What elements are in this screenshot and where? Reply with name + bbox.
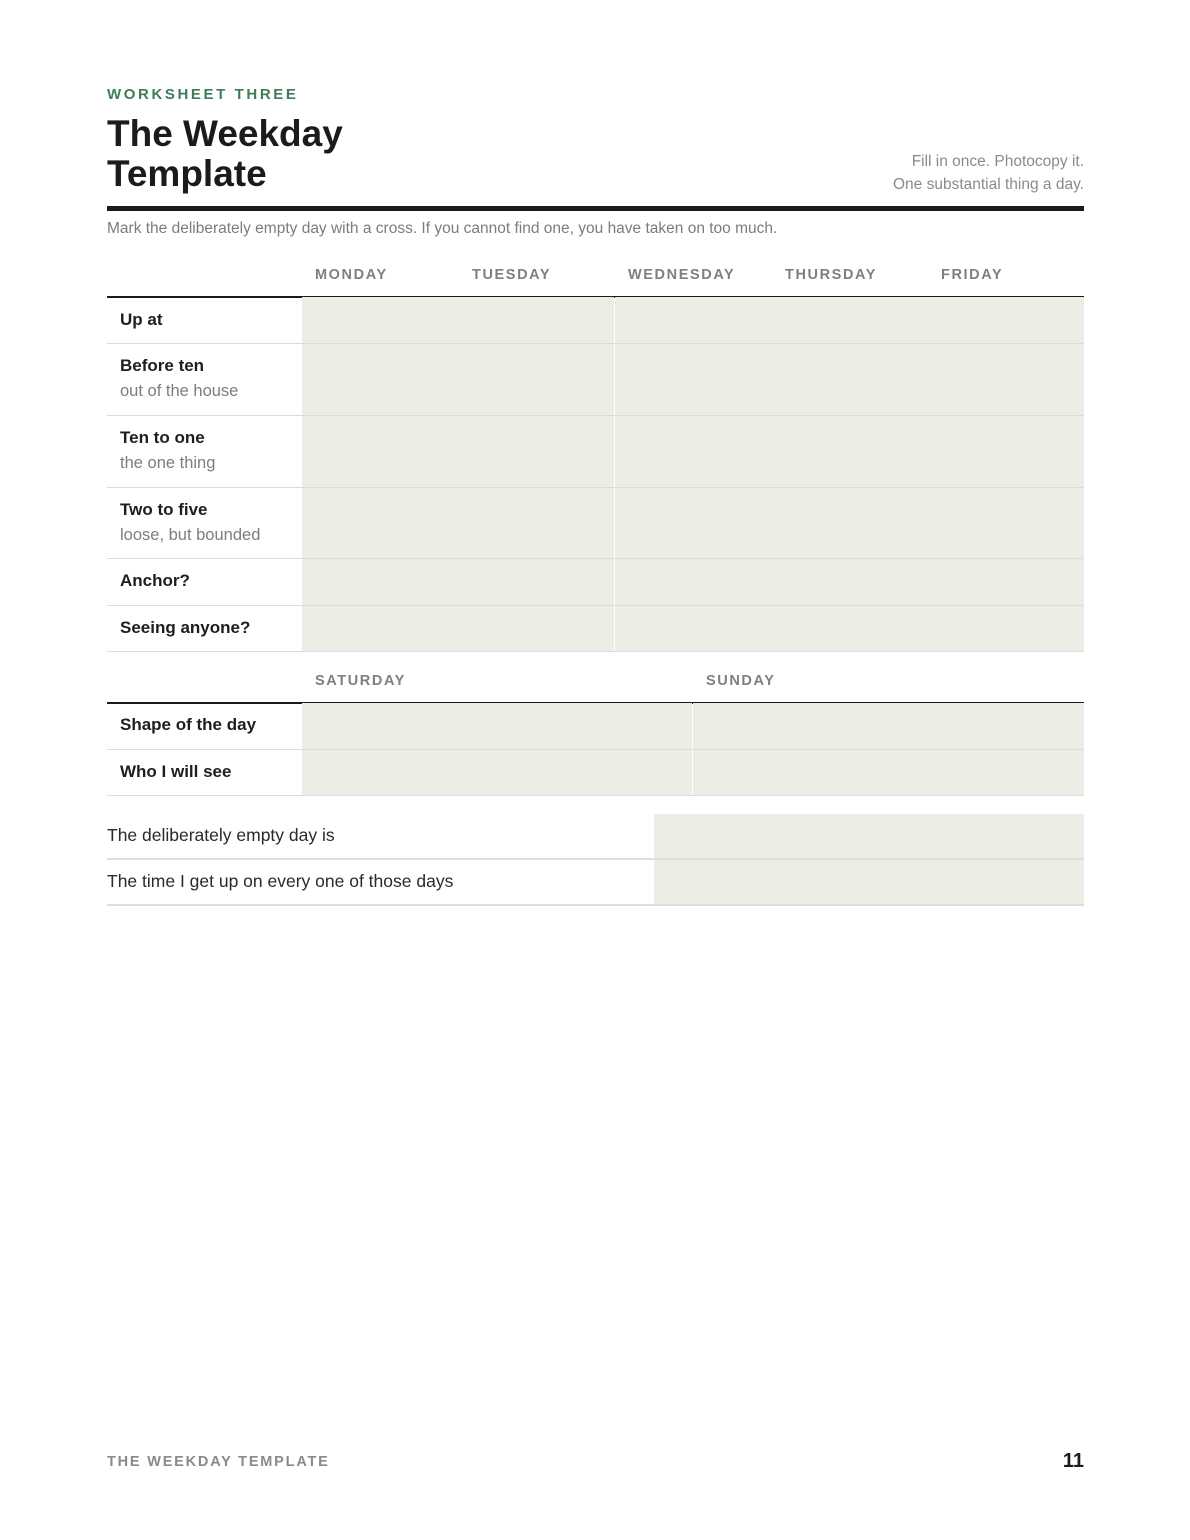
entry-cell[interactable]: [302, 559, 614, 605]
header-rule: [107, 206, 1084, 211]
worksheet-eyebrow: WORKSHEET THREE: [107, 86, 299, 103]
day-header-sunday: SUNDAY: [706, 673, 776, 689]
entry-cell[interactable]: [302, 703, 692, 749]
entry-cell[interactable]: [615, 559, 1084, 605]
page-number: 11: [1062, 1450, 1084, 1472]
fill-in-label: The time I get up on every one of those days: [107, 871, 454, 891]
day-header-saturday: SATURDAY: [315, 673, 406, 689]
row-label-sub: the one thing: [120, 454, 216, 472]
row-label: [120, 427, 215, 474]
day-header-tuesday: TUESDAY: [472, 267, 552, 283]
intro-instruction: Mark the deliberately empty day with a cross. If you cannot find one, you have taken on too much.: [107, 220, 778, 237]
day-header-thursday: THURSDAY: [785, 267, 878, 283]
tagline-line-1: Fill in once. Photocopy it.: [911, 153, 1084, 170]
entry-cell[interactable]: [302, 297, 614, 343]
table-row: [107, 703, 1084, 750]
weekend-header: [107, 660, 1084, 704]
entry-cell[interactable]: [615, 606, 1084, 651]
entry-cell[interactable]: [302, 488, 614, 558]
table-row: [107, 750, 1084, 796]
row-label-main: Who I will see: [120, 762, 232, 781]
table-row: [107, 606, 1084, 652]
row-label-main: Up at: [120, 310, 163, 329]
entry-cell[interactable]: [615, 416, 1084, 487]
row-label: [120, 570, 190, 592]
row-label: [120, 355, 238, 402]
row-label-main: Anchor?: [120, 571, 190, 590]
tagline-line-2: One substantial thing a day.: [892, 176, 1084, 193]
entry-cell[interactable]: [615, 297, 1084, 343]
title-line-1: The Weekday: [107, 113, 343, 154]
row-label: [120, 617, 250, 639]
row-label-main: Ten to one: [120, 428, 205, 447]
page-title: [107, 114, 507, 194]
tagline: [893, 150, 1084, 196]
entry-cell[interactable]: [302, 606, 614, 651]
fill-in-row: [107, 860, 1084, 906]
entry-cell[interactable]: [693, 703, 1084, 749]
day-header-wednesday: WEDNESDAY: [628, 267, 736, 283]
entry-cell[interactable]: [302, 416, 614, 487]
fill-in-field[interactable]: [654, 860, 1084, 904]
table-row: [107, 344, 1084, 416]
title-line-2: Template: [107, 153, 267, 194]
row-label-main: Seeing anyone?: [120, 618, 251, 637]
table-row: [107, 416, 1084, 488]
day-header-monday: MONDAY: [315, 267, 388, 283]
row-label-main: Two to five: [120, 500, 208, 519]
entry-cell[interactable]: [693, 750, 1084, 795]
row-label-sub: loose, but bounded: [120, 526, 261, 544]
entry-cell[interactable]: [302, 344, 614, 415]
entry-cell[interactable]: [615, 344, 1084, 415]
row-label-main: Before ten: [120, 356, 205, 375]
table-row: [107, 488, 1084, 559]
row-label: [120, 499, 260, 546]
row-label: [120, 309, 163, 331]
fill-in-label: The deliberately empty day is: [107, 825, 335, 845]
day-header-friday: FRIDAY: [941, 267, 1004, 283]
entry-cell[interactable]: [302, 750, 692, 795]
weekday-header: [107, 254, 1084, 298]
row-label: [120, 714, 256, 736]
row-label-sub: out of the house: [120, 382, 239, 400]
table-row: [107, 559, 1084, 606]
row-label: [120, 761, 231, 783]
row-label-main: Shape of the day: [120, 715, 257, 734]
footer-title: THE WEEKDAY TEMPLATE: [107, 1454, 330, 1470]
entry-cell[interactable]: [615, 488, 1084, 558]
table-row: [107, 297, 1084, 344]
fill-in-field[interactable]: [654, 814, 1084, 858]
fill-in-row: [107, 814, 1084, 860]
